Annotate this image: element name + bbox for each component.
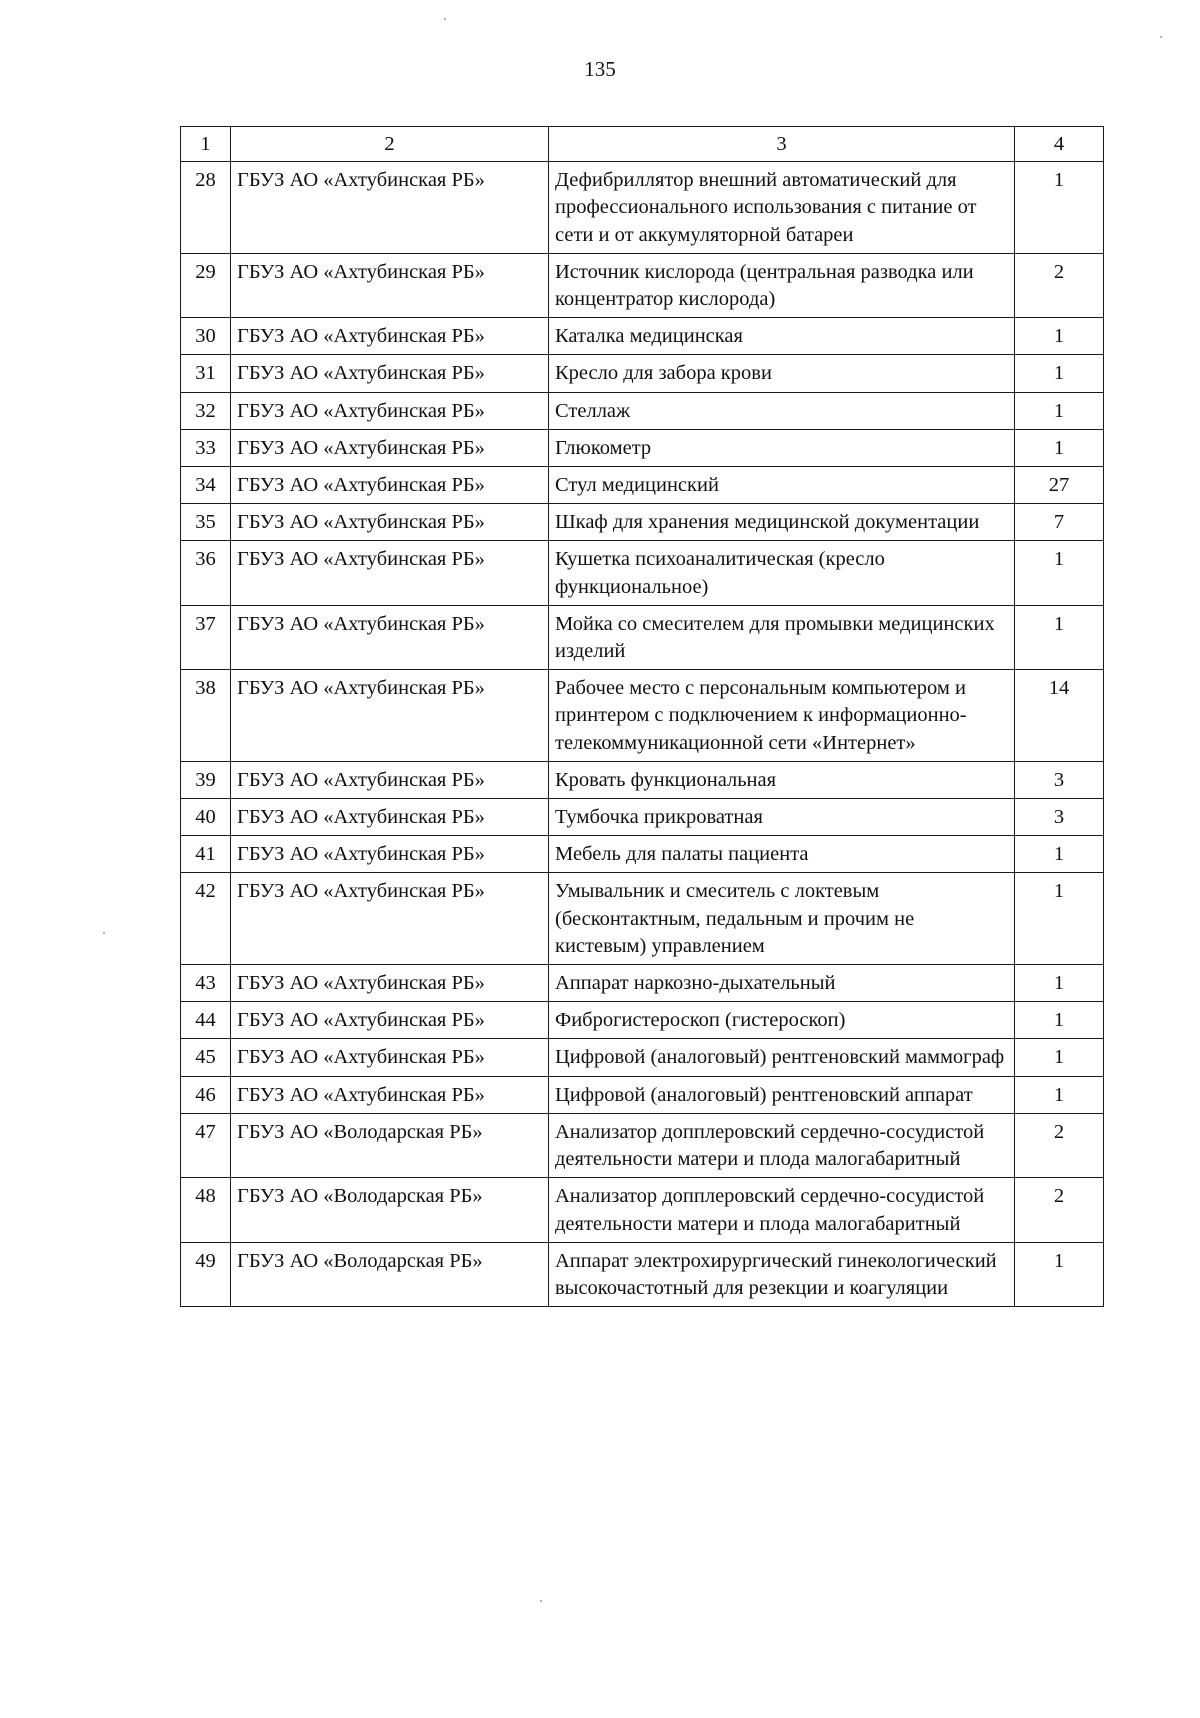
equipment-table xyxy=(180,126,1104,1307)
organization-cell: ГБУЗ АО «Ахтубинская РБ» xyxy=(231,355,549,392)
organization-cell: ГБУЗ АО «Ахтубинская РБ» xyxy=(231,605,549,669)
column-header-equipment: 3 xyxy=(549,127,1015,162)
organization-cell: ГБУЗ АО «Ахтубинская РБ» xyxy=(231,318,549,355)
quantity-cell: 14 xyxy=(1015,670,1104,762)
row-number-cell: 29 xyxy=(181,253,231,317)
organization-cell: ГБУЗ АО «Ахтубинская РБ» xyxy=(231,429,549,466)
column-header-organization: 2 xyxy=(231,127,549,162)
equipment-name-cell: Глюкометр xyxy=(549,429,1015,466)
table-row xyxy=(181,318,1104,355)
table-row xyxy=(181,541,1104,605)
quantity-cell: 7 xyxy=(1015,504,1104,541)
equipment-name-cell: Тумбочка прикроватная xyxy=(549,799,1015,836)
quantity-cell: 1 xyxy=(1015,873,1104,965)
row-number-cell: 36 xyxy=(181,541,231,605)
equipment-name-cell: Мойка со смесителем для промывки медицинских изделий xyxy=(549,605,1015,669)
quantity-cell: 3 xyxy=(1015,761,1104,798)
quantity-cell: 1 xyxy=(1015,429,1104,466)
organization-cell: ГБУЗ АО «Володарская РБ» xyxy=(231,1178,549,1242)
quantity-cell: 2 xyxy=(1015,253,1104,317)
organization-cell: ГБУЗ АО «Ахтубинская РБ» xyxy=(231,873,549,965)
row-number-cell: 38 xyxy=(181,670,231,762)
equipment-name-cell: Рабочее место с персональным компьютером и принтером с подключением к информационно-телекоммуникационной сети «Интернет» xyxy=(549,670,1015,762)
table-row xyxy=(181,504,1104,541)
row-number-cell: 30 xyxy=(181,318,231,355)
table-row xyxy=(181,1242,1104,1306)
row-number-cell: 48 xyxy=(181,1178,231,1242)
scan-speck xyxy=(444,18,446,20)
quantity-cell: 1 xyxy=(1015,392,1104,429)
row-number-cell: 37 xyxy=(181,605,231,669)
row-number-cell: 28 xyxy=(181,162,231,254)
organization-cell: ГБУЗ АО «Ахтубинская РБ» xyxy=(231,799,549,836)
quantity-cell: 1 xyxy=(1015,1242,1104,1306)
table-row xyxy=(181,253,1104,317)
organization-cell: ГБУЗ АО «Ахтубинская РБ» xyxy=(231,1002,549,1039)
table-row xyxy=(181,355,1104,392)
quantity-cell: 1 xyxy=(1015,1076,1104,1113)
table-row xyxy=(181,467,1104,504)
equipment-name-cell: Кровать функциональная xyxy=(549,761,1015,798)
table-row xyxy=(181,392,1104,429)
row-number-cell: 41 xyxy=(181,836,231,873)
organization-cell: ГБУЗ АО «Ахтубинская РБ» xyxy=(231,162,549,254)
quantity-cell: 1 xyxy=(1015,1039,1104,1076)
organization-cell: ГБУЗ АО «Володарская РБ» xyxy=(231,1113,549,1177)
quantity-cell: 27 xyxy=(1015,467,1104,504)
table-row xyxy=(181,799,1104,836)
row-number-cell: 44 xyxy=(181,1002,231,1039)
quantity-cell: 1 xyxy=(1015,605,1104,669)
row-number-cell: 49 xyxy=(181,1242,231,1306)
table-row xyxy=(181,1113,1104,1177)
row-number-cell: 35 xyxy=(181,504,231,541)
organization-cell: ГБУЗ АО «Ахтубинская РБ» xyxy=(231,1076,549,1113)
organization-cell: ГБУЗ АО «Ахтубинская РБ» xyxy=(231,467,549,504)
equipment-name-cell: Умывальник и смеситель с локтевым (бесконтактным, педальным и прочим не кистевым) управлением xyxy=(549,873,1015,965)
equipment-name-cell: Кресло для забора крови xyxy=(549,355,1015,392)
scan-speck xyxy=(103,932,105,934)
row-number-cell: 39 xyxy=(181,761,231,798)
row-number-cell: 33 xyxy=(181,429,231,466)
row-number-cell: 47 xyxy=(181,1113,231,1177)
organization-cell: ГБУЗ АО «Володарская РБ» xyxy=(231,1242,549,1306)
quantity-cell: 1 xyxy=(1015,355,1104,392)
table-row xyxy=(181,605,1104,669)
row-number-cell: 34 xyxy=(181,467,231,504)
scan-speck xyxy=(1160,36,1162,38)
quantity-cell: 1 xyxy=(1015,162,1104,254)
quantity-cell: 1 xyxy=(1015,836,1104,873)
table-header-row xyxy=(181,127,1104,162)
equipment-name-cell: Источник кислорода (центральная разводка или концентратор кислорода) xyxy=(549,253,1015,317)
equipment-name-cell: Стул медицинский xyxy=(549,467,1015,504)
equipment-name-cell: Стеллаж xyxy=(549,392,1015,429)
organization-cell: ГБУЗ АО «Ахтубинская РБ» xyxy=(231,761,549,798)
table-row xyxy=(181,1039,1104,1076)
table-row xyxy=(181,836,1104,873)
column-header-quantity: 4 xyxy=(1015,127,1104,162)
row-number-cell: 46 xyxy=(181,1076,231,1113)
row-number-cell: 45 xyxy=(181,1039,231,1076)
equipment-name-cell: Аппарат наркозно-дыхательный xyxy=(549,965,1015,1002)
equipment-name-cell: Каталка медицинская xyxy=(549,318,1015,355)
scan-speck xyxy=(540,1600,542,1602)
equipment-name-cell: Дефибриллятор внешний автоматический для профессионального использования с питание от сети и от аккумуляторной батареи xyxy=(549,162,1015,254)
equipment-name-cell: Кушетка психоаналитическая (кресло функциональное) xyxy=(549,541,1015,605)
organization-cell: ГБУЗ АО «Ахтубинская РБ» xyxy=(231,504,549,541)
quantity-cell: 1 xyxy=(1015,965,1104,1002)
table-row xyxy=(181,429,1104,466)
table-row xyxy=(181,1178,1104,1242)
organization-cell: ГБУЗ АО «Ахтубинская РБ» xyxy=(231,836,549,873)
equipment-name-cell: Аппарат электрохирургический гинекологический высокочастотный для резекции и коагуляции xyxy=(549,1242,1015,1306)
column-header-number: 1 xyxy=(181,127,231,162)
row-number-cell: 31 xyxy=(181,355,231,392)
quantity-cell: 3 xyxy=(1015,799,1104,836)
equipment-name-cell: Мебель для палаты пациента xyxy=(549,836,1015,873)
table-row xyxy=(181,761,1104,798)
quantity-cell: 1 xyxy=(1015,318,1104,355)
table-row xyxy=(181,965,1104,1002)
table-row xyxy=(181,1002,1104,1039)
quantity-cell: 1 xyxy=(1015,1002,1104,1039)
table-body xyxy=(181,162,1104,1307)
organization-cell: ГБУЗ АО «Ахтубинская РБ» xyxy=(231,1039,549,1076)
equipment-name-cell: Цифровой (аналоговый) рентгеновский аппарат xyxy=(549,1076,1015,1113)
table-row xyxy=(181,162,1104,254)
quantity-cell: 2 xyxy=(1015,1113,1104,1177)
equipment-name-cell: Фиброгистероскоп (гистероскоп) xyxy=(549,1002,1015,1039)
organization-cell: ГБУЗ АО «Ахтубинская РБ» xyxy=(231,541,549,605)
row-number-cell: 42 xyxy=(181,873,231,965)
organization-cell: ГБУЗ АО «Ахтубинская РБ» xyxy=(231,965,549,1002)
table-row xyxy=(181,1076,1104,1113)
table-row xyxy=(181,670,1104,762)
organization-cell: ГБУЗ АО «Ахтубинская РБ» xyxy=(231,253,549,317)
row-number-cell: 32 xyxy=(181,392,231,429)
table-row xyxy=(181,873,1104,965)
row-number-cell: 40 xyxy=(181,799,231,836)
organization-cell: ГБУЗ АО «Ахтубинская РБ» xyxy=(231,670,549,762)
row-number-cell: 43 xyxy=(181,965,231,1002)
equipment-name-cell: Анализатор допплеровский сердечно-сосудистой деятельности матери и плода малогабаритный xyxy=(549,1178,1015,1242)
equipment-name-cell: Анализатор допплеровский сердечно-сосудистой деятельности матери и плода малогабаритный xyxy=(549,1113,1015,1177)
organization-cell: ГБУЗ АО «Ахтубинская РБ» xyxy=(231,392,549,429)
equipment-name-cell: Шкаф для хранения медицинской документации xyxy=(549,504,1015,541)
equipment-name-cell: Цифровой (аналоговый) рентгеновский маммограф xyxy=(549,1039,1015,1076)
page-number: 135 xyxy=(584,57,616,81)
quantity-cell: 1 xyxy=(1015,541,1104,605)
quantity-cell: 2 xyxy=(1015,1178,1104,1242)
